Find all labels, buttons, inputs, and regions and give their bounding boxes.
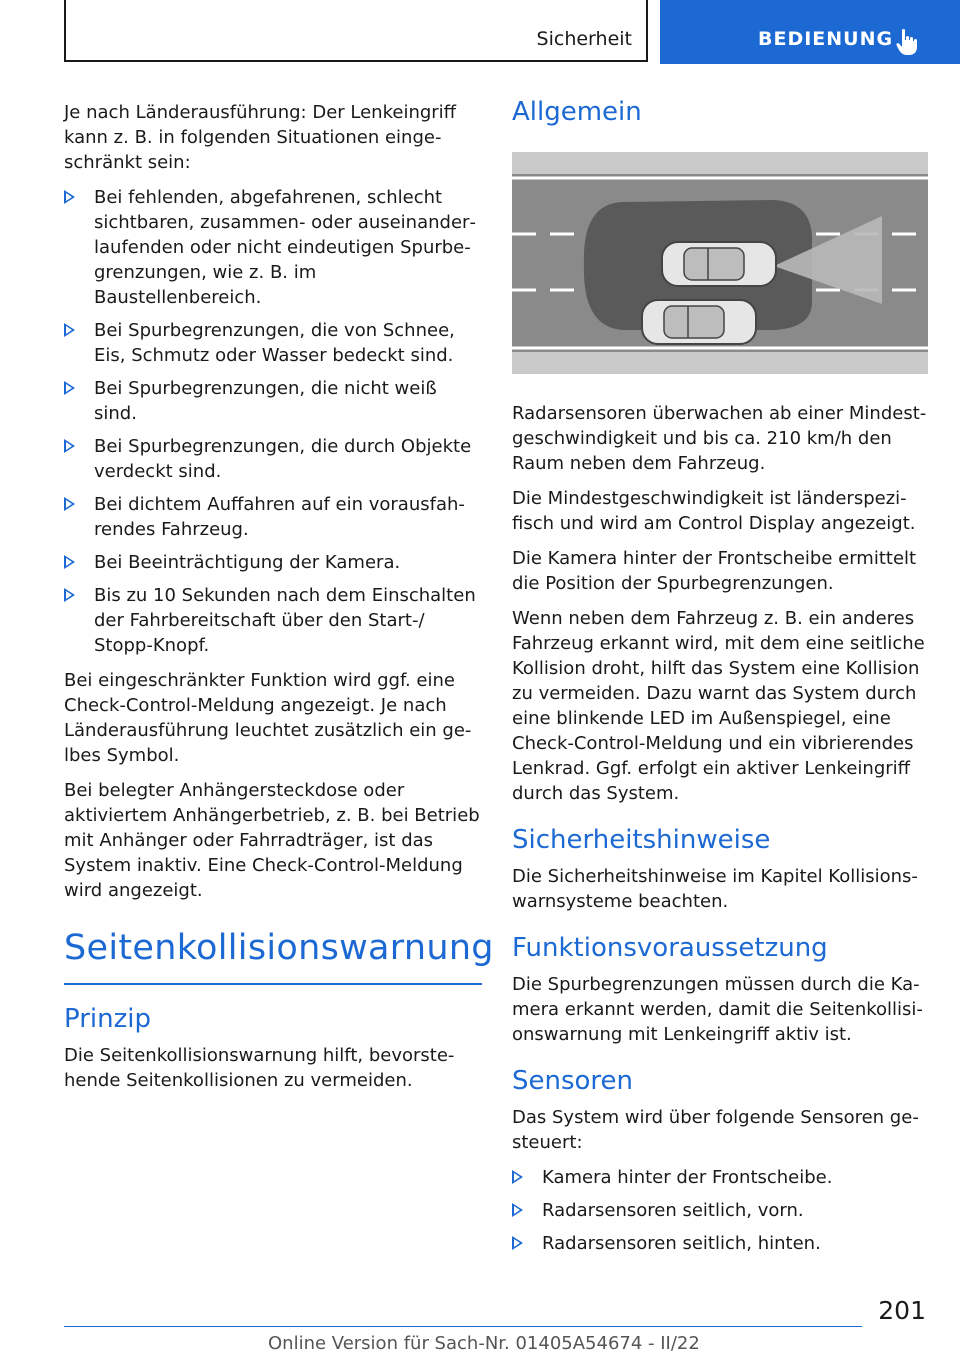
footer-divider [64, 1326, 862, 1327]
allgemein-paragraph-1: Radarsensoren überwachen ab einer Mindestgeschwindigkeit und bis ca. 210 km/h den Raum neben dem Fahrzeug. [512, 403, 927, 474]
sensor-list [512, 1165, 928, 1256]
list-item [512, 1165, 928, 1190]
chapter-heading: Seitenkollisionswarnung [64, 927, 482, 985]
header-section-box [64, 0, 648, 62]
footer-online-version: Online Version für Sach-Nr. 01405A54674 - II/22 [268, 1333, 700, 1354]
list-item-text: Bei Beeinträchtigung der Kamera. [94, 552, 401, 573]
list-item [64, 492, 482, 542]
allgemein-paragraph-2: Die Mindestgeschwindigkeit ist länderspezifisch und wird am Control Display angezeigt. [512, 488, 916, 534]
header-chapter-tab[interactable] [660, 0, 960, 64]
section-heading-prinzip: Prinzip [64, 1004, 151, 1034]
bullet-arrow-icon [64, 588, 75, 602]
list-item-text: Bei Spurbegrenzungen, die von Schnee, Eis, Schmutz oder Wasser bedeckt sind. [94, 320, 455, 366]
list-item [64, 434, 482, 484]
list-item [64, 550, 482, 575]
function-restricted-paragraph: Bei eingeschränkter Funktion wird ggf. eine Check-Control-Meldung angezeigt. Je nach Länderausführung leuchtet zusätzlich ein gelbes Symbol. [64, 670, 472, 766]
list-item [64, 583, 482, 658]
left-column [64, 100, 494, 1103]
list-item-text: Bei Spurbegrenzungen, die nicht weiß sind. [94, 378, 437, 424]
own-car-icon [662, 242, 776, 286]
side-collision-illustration [512, 152, 928, 374]
bullet-arrow-icon [512, 1170, 523, 1184]
section-heading-funktion: Funktionsvoraussetzung [512, 933, 828, 963]
trailer-paragraph: Bei belegter Anhängersteckdose oder aktiviertem Anhängerbetrieb, z. B. bei Betrieb mit Anhänger oder Fahrradträger, ist das System inaktiv. Eine Check-Control-Meldung wird angezeigt. [64, 780, 480, 901]
allgemein-paragraph-3: Die Kamera hinter der Frontscheibe ermittelt die Position der Spurbegrenzungen. [512, 548, 917, 594]
bullet-arrow-icon [64, 381, 75, 395]
list-item [64, 318, 482, 368]
list-item-text: Bei fehlenden, abgefahrenen, schlecht sichtbaren, zusammen- oder auseinanderlaufenden oder nicht eindeutigen Spurbegrenzungen, wie z. B. im Baustellenbereich. [94, 187, 476, 308]
bullet-arrow-icon [512, 1236, 523, 1250]
bullet-arrow-icon [64, 555, 75, 569]
bullet-arrow-icon [64, 190, 75, 204]
sicherheit-paragraph: Die Sicherheitshinweise im Kapitel Kollisionswarnsysteme beachten. [512, 866, 918, 912]
header-chapter-label: BEDIENUNG [758, 28, 894, 50]
other-car-icon [642, 300, 756, 344]
list-item-text: Bis zu 10 Sekunden nach dem Einschalten der Fahrbereitschaft über den Start-/ Stopp-Knopf. [94, 585, 476, 656]
bullet-arrow-icon [64, 497, 75, 511]
sensoren-paragraph: Das System wird über folgende Sensoren gesteuert: [512, 1107, 919, 1153]
list-item-text: Radarsensoren seitlich, hinten. [542, 1233, 821, 1254]
list-item [64, 376, 482, 426]
list-item-text: Bei dichtem Auffahren auf ein vorausfahrendes Fahrzeug. [94, 494, 465, 540]
bullet-arrow-icon [512, 1203, 523, 1217]
prinzip-paragraph: Die Seitenkollisionswarnung hilft, bevorstehende Seitenkollisionen zu vermeiden. [64, 1045, 455, 1091]
list-item-text: Kamera hinter der Frontscheibe. [542, 1167, 833, 1188]
header-section-title: Sicherheit [536, 28, 632, 50]
intro-paragraph: Je nach Länderausführung: Der Lenkeingriff kann z. B. in folgenden Situationen eingeschränkt sein: [64, 102, 457, 173]
section-heading-sensoren: Sensoren [512, 1066, 634, 1096]
list-item [512, 1198, 928, 1223]
allgemein-paragraph-4: Wenn neben dem Fahrzeug z. B. ein anderes Fahrzeug erkannt wird, mit dem eine seitliche Kollision droht, hilft das System eine Kollision zu vermeiden. Dazu warnt das System durch eine blinkende LED im Außenspiegel, eine Check-Control-Meldung und ein vibrierendes Lenkrad. Ggf. erfolgt ein aktiver Lenkeingriff durch das System. [512, 608, 925, 804]
list-item [64, 185, 482, 310]
funktion-paragraph: Die Spurbegrenzungen müssen durch die Kamera erkannt werden, damit die Seitenkollisionswarnung mit Lenkeingriff aktiv ist. [512, 974, 923, 1045]
bullet-arrow-icon [64, 323, 75, 337]
restriction-list [64, 185, 482, 658]
list-item-text: Bei Spurbegrenzungen, die durch Objekte verdeckt sind. [94, 436, 472, 482]
section-heading-sicherheit: Sicherheitshinweise [512, 825, 771, 855]
right-column [512, 96, 928, 1266]
page-number: 201 [878, 1296, 926, 1325]
hand-pointer-icon [896, 28, 922, 56]
list-item-text: Radarsensoren seitlich, vorn. [542, 1200, 804, 1221]
list-item [512, 1231, 928, 1256]
bullet-arrow-icon [64, 439, 75, 453]
section-heading-allgemein: Allgemein [512, 97, 642, 127]
